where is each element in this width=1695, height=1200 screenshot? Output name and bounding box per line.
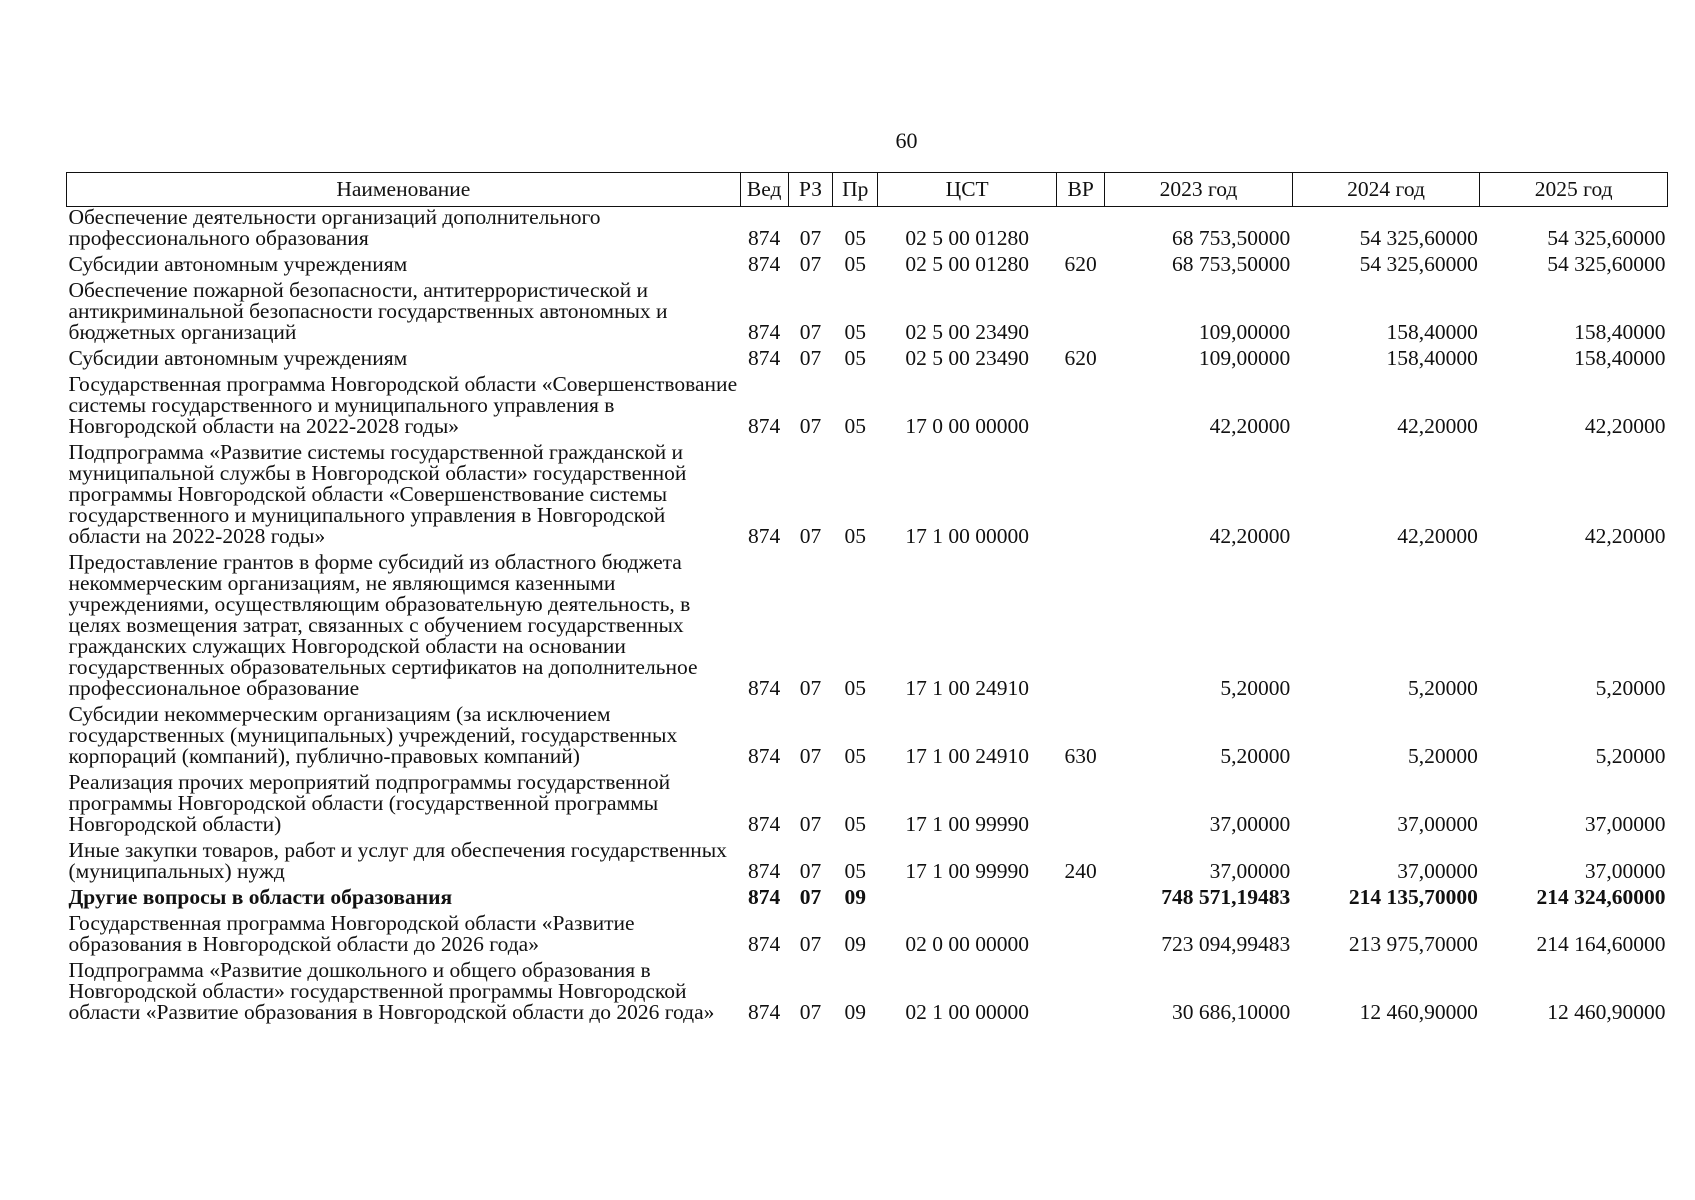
cell-2024: 54 325,60000 [1359,252,1478,276]
cell-cst: 17 1 00 99990 [905,812,1029,836]
cell-name: Иные закупки товаров, работ и услуг для обеспечения государственных (муниципальных) нужд [68,838,727,883]
cell-cst: 17 1 00 00000 [905,524,1029,548]
cell-ved: 874 [748,859,781,883]
cell-name: Субсидии некоммерческим организациям (за исключением государственных (муниципальных) учреждений, государственных корпораций (компаний), публично-правовых компаний) [68,702,678,768]
cell-pr: 05 [844,252,866,276]
cell-vr: 620 [1064,346,1097,370]
cell-pr: 05 [844,320,866,344]
cell-vr: 630 [1064,744,1097,768]
cell-vr [1057,207,1105,255]
cell-rz: 07 [799,885,822,909]
cell-2023: 42,20000 [1209,414,1291,438]
table-row [67,348,1668,374]
cell-2025: 158,40000 [1574,320,1666,344]
cell-vr: 240 [1064,859,1097,883]
cell-cst: 02 0 00 00000 [905,932,1029,956]
table-row [67,960,1668,1028]
cell-cst: 17 1 00 24910 [905,744,1029,768]
cell-ved: 874 [748,885,781,909]
cell-2025: 37,00000 [1584,812,1666,836]
table-row [67,772,1668,840]
cell-2024: 42,20000 [1397,524,1478,548]
column-header-2024: 2024 год [1292,173,1480,207]
cell-rz: 07 [799,1000,822,1024]
cell-name: Предоставление грантов в форме субсидий из областного бюджета некоммерческим организациям, не являющимся казенными учреждениями, осуществляющим образовательную деятельность, в целях возмещения затрат, связанных с обучением государственных гражданских служащих Новгородской области на основании государственных образовательных сертификатов на дополнительное профессиональное образование [68,550,698,700]
page-number: 60 [895,128,918,153]
cell-ved: 874 [748,676,781,700]
cell-2024: 37,00000 [1397,859,1478,883]
cell-name: Субсидии автономным учреждениям [68,252,408,276]
table-row [67,280,1668,348]
table-row [67,704,1668,772]
cell-pr: 05 [844,744,866,768]
column-header-pr: Пр [833,173,878,207]
cell-pr: 05 [844,524,866,548]
column-header-ved: Вед [740,173,788,207]
cell-rz: 07 [799,676,822,700]
cell-2025: 214 164,60000 [1536,932,1666,956]
cell-pr: 09 [844,885,866,909]
cell-rz: 07 [799,414,822,438]
cell-2025: 12 460,90000 [1547,1000,1666,1024]
cell-2023: 68 753,50000 [1172,226,1291,250]
cell-2023: 37,00000 [1209,812,1291,836]
cell-name: Государственная программа Новгородской области «Совершенствование системы государственного и муниципального управления в Новгородской области на 2022-2028 годы» [68,372,738,438]
cell-cst: 02 5 00 23490 [905,320,1029,344]
cell-ved: 874 [748,744,781,768]
cell-pr: 09 [844,1000,866,1024]
cell-ved: 874 [748,346,781,370]
cell-2023: 68 753,50000 [1172,252,1291,276]
table-row [67,254,1668,280]
cell-2024: 5,20000 [1407,676,1478,700]
cell-name: Обеспечение деятельности организаций дополнительного профессионального образования [68,205,601,250]
cell-ved: 874 [748,932,781,956]
cell-2025: 5,20000 [1595,676,1666,700]
cell-name: Подпрограмма «Развитие системы государственной гражданской и муниципальной службы в Новгородской области» государственной программы Новгородской области «Совершенствование системы государственного и муниципального управления в Новгородской области на 2022-2028 годы» [68,440,687,548]
table-row [67,374,1668,442]
cell-pr: 05 [844,414,866,438]
cell-cst: 02 5 00 01280 [905,226,1029,250]
column-header-name: Наименование [67,173,741,207]
cell-2024: 214 135,70000 [1348,885,1478,909]
cell-2023: 109,00000 [1198,320,1291,344]
cell-2025: 42,20000 [1584,524,1666,548]
table-row [67,552,1668,704]
table-body [67,207,1668,1029]
cell-pr: 09 [844,932,866,956]
cell-2024: 213 975,70000 [1348,932,1478,956]
cell-cst: 02 1 00 00000 [905,1000,1029,1024]
table-header [67,173,1668,207]
header-row [67,173,1668,207]
cell-2025: 54 325,60000 [1547,252,1666,276]
cell-2024: 42,20000 [1397,414,1478,438]
cell-vr [1057,280,1105,348]
column-header-vr: ВР [1057,173,1105,207]
cell-2025: 37,00000 [1584,859,1666,883]
cell-cst: 17 1 00 99990 [905,859,1029,883]
table-row [67,207,1668,255]
cell-ved: 874 [748,252,781,276]
cell-2024: 54 325,60000 [1359,226,1478,250]
cell-rz: 07 [799,252,822,276]
cell-2023: 5,20000 [1220,744,1291,768]
cell-rz: 07 [799,524,822,548]
column-header-2023: 2023 год [1105,173,1293,207]
cell-pr: 05 [844,226,866,250]
column-header-cst: ЦСТ [878,173,1057,207]
cell-2024: 158,40000 [1386,346,1478,370]
cell-cst [878,887,1057,913]
cell-name: Подпрограмма «Развитие дошкольного и общего образования в Новгородской области» государственной программы Новгородской области «Развитие образования в Новгородской области до 2026 года» [68,958,715,1024]
cell-2023: 42,20000 [1209,524,1291,548]
cell-2025: 42,20000 [1584,414,1666,438]
cell-name: Обеспечение пожарной безопасности, антитеррористической и антикриминальной безопасности государственных автономных и бюджетных организаций [68,278,668,344]
cell-rz: 07 [799,932,822,956]
cell-rz: 07 [799,859,822,883]
cell-2023: 30 686,10000 [1172,1000,1291,1024]
column-header-2025: 2025 год [1480,173,1668,207]
cell-ved: 874 [748,524,781,548]
table-row [67,887,1668,913]
table-row [67,913,1668,960]
cell-pr: 05 [844,346,866,370]
cell-2023: 748 571,19483 [1161,885,1291,909]
cell-rz: 07 [799,320,822,344]
cell-2025: 5,20000 [1595,744,1666,768]
budget-table [66,172,1668,1028]
cell-vr: 620 [1064,252,1097,276]
cell-pr: 05 [844,676,866,700]
cell-vr [1057,772,1105,840]
cell-ved: 874 [748,812,781,836]
cell-name: Другие вопросы в области образования [68,885,453,909]
cell-rz: 07 [799,744,822,768]
cell-2023: 5,20000 [1220,676,1291,700]
cell-rz: 07 [799,812,822,836]
table-row [67,840,1668,887]
cell-ved: 874 [748,226,781,250]
table-row [67,442,1668,552]
cell-2023: 109,00000 [1198,346,1291,370]
cell-2025: 54 325,60000 [1547,226,1666,250]
cell-rz: 07 [799,226,822,250]
cell-2025: 158,40000 [1574,346,1666,370]
cell-vr [1057,552,1105,704]
cell-vr [1057,913,1105,960]
cell-2024: 37,00000 [1397,812,1478,836]
cell-vr [1057,442,1105,552]
cell-2025: 214 324,60000 [1536,885,1666,909]
cell-cst: 02 5 00 01280 [905,252,1029,276]
cell-rz: 07 [799,346,822,370]
cell-2024: 5,20000 [1407,744,1478,768]
cell-vr [1057,887,1105,913]
cell-ved: 874 [748,1000,781,1024]
cell-ved: 874 [748,414,781,438]
cell-ved: 874 [748,320,781,344]
cell-name: Реализация прочих мероприятий подпрограммы государственной программы Новгородской области (государственной программы Новгородской области) [68,770,671,836]
cell-2024: 158,40000 [1386,320,1478,344]
cell-2024: 12 460,90000 [1359,1000,1478,1024]
cell-name: Государственная программа Новгородской области «Развитие образования в Новгородской области до 2026 года» [68,911,635,956]
cell-vr [1057,374,1105,442]
cell-name: Субсидии автономным учреждениям [68,346,408,370]
cell-pr: 05 [844,812,866,836]
cell-cst: 17 1 00 24910 [905,676,1029,700]
cell-cst: 02 5 00 23490 [905,346,1029,370]
cell-cst: 17 0 00 00000 [905,414,1029,438]
column-header-rz: РЗ [788,173,833,207]
cell-vr [1057,960,1105,1028]
cell-pr: 05 [844,859,866,883]
cell-2023: 723 094,99483 [1161,932,1291,956]
cell-2023: 37,00000 [1209,859,1291,883]
